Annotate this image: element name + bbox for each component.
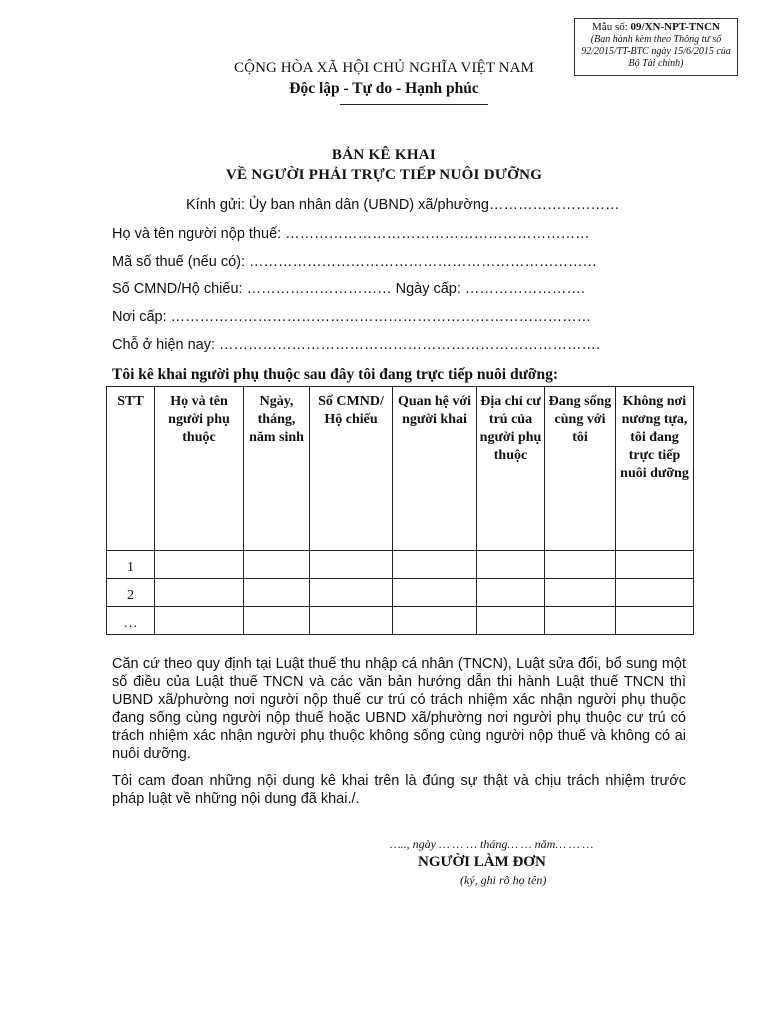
row-number: … bbox=[107, 607, 155, 635]
table-cell bbox=[310, 607, 393, 635]
header-dependent-name: Họ và tên người phụ thuộc bbox=[155, 387, 244, 551]
table-cell bbox=[616, 579, 694, 607]
table-cell bbox=[545, 607, 616, 635]
table-cell bbox=[545, 579, 616, 607]
dependents-intro: Tôi kê khai người phụ thuộc sau đây tôi đang trực tiếp nuôi dưỡng: bbox=[112, 366, 559, 383]
dependents-table bbox=[106, 386, 694, 635]
addressee-field: Kính gửi: Ủy ban nhân dân (UBND) xã/phường……………………… bbox=[186, 197, 620, 213]
header-birth-date: Ngày, tháng, năm sinh bbox=[244, 387, 310, 551]
table-cell bbox=[155, 607, 244, 635]
document-title: BẢN KÊ KHAI bbox=[331, 147, 437, 163]
form-number-note: (Ban hành kèm theo Thông tư số 92/2015/TT-BTC ngày 15/6/2015 của Bộ Tài chính) bbox=[581, 34, 731, 69]
legal-basis-paragraph: Căn cứ theo quy định tại Luật thuế thu nhập cá nhân (TNCN), Luật sửa đổi, bổ sung một số điều của Luật thuế TNCN và các văn bản hướng dẫn thi hành Luật thuế TNCN thì UBND xã/phường nơi người nộp thuế cư trú có trách nhiệm xác nhận người phụ thuộc đang sống cùng người nộp thuế hoặc UBND xã/phường nơi người phụ thuộc cư trú có trách nhiệm xác nhận người phụ thuộc không sống cùng người nộp thuế và không có ai nuôi dưỡng. bbox=[112, 656, 686, 762]
table-row bbox=[107, 579, 694, 607]
header-living-together: Đang sống cùng với tôi bbox=[545, 387, 616, 551]
table-cell bbox=[477, 579, 545, 607]
table-cell bbox=[477, 551, 545, 579]
header-stt: STT bbox=[107, 387, 155, 551]
residence-field: Chỗ ở hiện nay: ……………………………………………………………………. bbox=[112, 337, 601, 353]
tax-code-field: Mã số thuế (nếu có): ……………………………………………………………… bbox=[112, 254, 598, 270]
table-cell bbox=[393, 551, 477, 579]
table-row bbox=[107, 607, 694, 635]
table-cell bbox=[477, 607, 545, 635]
table-cell bbox=[244, 607, 310, 635]
table-row bbox=[107, 551, 694, 579]
header-no-support: Không nơi nương tựa, tôi đang trực tiếp nuôi dưỡng bbox=[616, 387, 694, 551]
table-cell bbox=[244, 551, 310, 579]
table-cell bbox=[616, 607, 694, 635]
motto: Độc lập - Tự do - Hạnh phúc bbox=[289, 80, 479, 97]
table-cell bbox=[155, 579, 244, 607]
header-relationship: Quan hệ với người khai bbox=[393, 387, 477, 551]
row-number: 2 bbox=[107, 579, 155, 607]
table-cell bbox=[155, 551, 244, 579]
form-number-prefix: Mẫu số: bbox=[592, 21, 631, 33]
issued-place-field: Nơi cấp: …………………………………………………………………………… bbox=[112, 309, 592, 325]
document-subtitle: VỀ NGƯỜI PHẢI TRỰC TIẾP NUÔI DƯỠNG bbox=[225, 167, 543, 183]
table-cell bbox=[310, 551, 393, 579]
table-cell bbox=[545, 551, 616, 579]
signature-date: ….., ngày … … … tháng… … năm… … … bbox=[390, 837, 594, 851]
header-dependent-address: Địa chỉ cư trú của người phụ thuộc bbox=[477, 387, 545, 551]
commitment-paragraph: Tôi cam đoan những nội dung kê khai trên là đúng sự thật và chịu trách nhiệm trước pháp luật về những nội dung đã khai./. bbox=[112, 773, 686, 807]
table-cell bbox=[616, 551, 694, 579]
id-number-field: Số CMND/Hộ chiếu: ………………………… Ngày cấp: ……………………. bbox=[112, 281, 585, 297]
header-id-number: Số CMND/ Hộ chiếu bbox=[310, 387, 393, 551]
signer-title: NGƯỜI LÀM ĐƠN bbox=[418, 854, 546, 870]
signature-note: (ký, ghi rõ họ tên) bbox=[460, 873, 547, 887]
motto-underline bbox=[340, 104, 488, 105]
nation-heading: CỘNG HÒA XÃ HỘI CHỦ NGHĨA VIỆT NAM bbox=[234, 60, 534, 76]
table-cell bbox=[244, 579, 310, 607]
taxpayer-name-field: Họ và tên người nộp thuế: ……………………………………………………… bbox=[112, 226, 590, 242]
table-cell bbox=[393, 607, 477, 635]
table-cell bbox=[310, 579, 393, 607]
form-number: 09/XN-NPT-TNCN bbox=[630, 21, 720, 33]
row-number: 1 bbox=[107, 551, 155, 579]
table-cell bbox=[393, 579, 477, 607]
